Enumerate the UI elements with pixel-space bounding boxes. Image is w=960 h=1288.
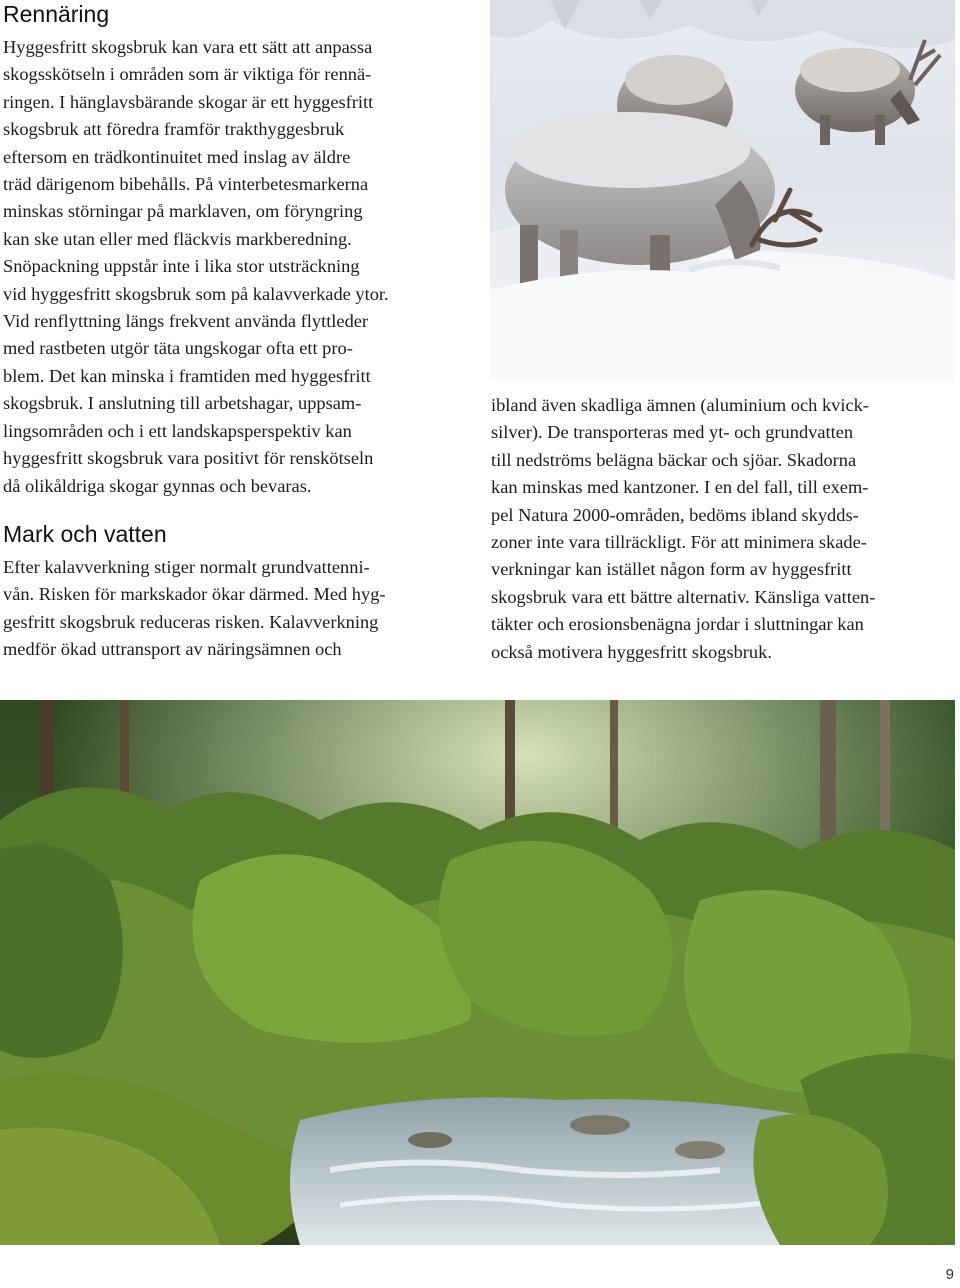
text-line: Hyggesfritt skogsbruk kan vara ett sätt att anpassa (3, 37, 373, 57)
text-line: till nedströms belägna bäckar och sjöar. Skadorna (491, 449, 857, 470)
text-line: hyggesfritt skogsbruk vara positivt för renskötseln (3, 448, 374, 469)
text-line: Efter kalavverkning stiger normalt grundvattenni- (3, 557, 370, 577)
text-line: gesfritt skogsbruk reduceras risken. Kalavverkning (3, 611, 379, 632)
text-line: Vid renflyttning längs frekvent använda flyttleder (3, 311, 369, 332)
text-line: lingsområden och i ett landskapsperspektiv kan (3, 420, 352, 441)
text-line: Snöpackning uppstår inte i lika stor utsträckning (3, 256, 360, 277)
text-line: skogsbruk. I anslutning till arbetshagar, uppsam- (3, 393, 362, 414)
mark-vatten-paragraph (3, 554, 483, 664)
section-heading-mark-och-vatten: Mark och vatten (3, 521, 167, 547)
text-line: pel Natura 2000-områden, bedöms ibland skydds- (491, 504, 859, 525)
text-line: skogsskötseln i områden som är viktiga för rennä- (3, 64, 372, 85)
text-line: också motivera hyggesfritt skogsbruk. (491, 641, 772, 662)
text-line: eftersom en trädkontinuitet med inslag av äldre (3, 146, 351, 167)
text-line: ibland även skadliga ämnen (aluminium och kvick- (491, 395, 869, 415)
text-line: skogsbruk att föredra framför trakthyggesbruk (3, 119, 345, 140)
text-line: med rastbeten utgör täta ungskogar ofta ett pro- (3, 338, 353, 359)
text-line: ringen. I hänglavsbärande skogar är ett hyggesfritt (3, 91, 374, 112)
forest-stream-photo (0, 700, 955, 1245)
text-line: vån. Risken för markskador ökar därmed. Med hyg- (3, 584, 386, 605)
text-line: då olikåldriga skogar gynnas och bevaras. (3, 475, 312, 496)
text-line: verkningar kan istället någon form av hyggesfritt (491, 559, 852, 580)
text-line: silver). De transporteras med yt- och grundvatten (491, 422, 854, 443)
text-line: minskas störningar på marklaven, om föryngring (3, 201, 363, 222)
text-line: kan minskas med kantzoner. I en del fall, till exem- (491, 477, 869, 498)
text-line: zoner inte vara tillräckligt. För att minimera skade- (491, 532, 867, 553)
right-column-paragraph (491, 392, 957, 666)
text-line: täkter och erosionsbenägna jordar i sluttningar kan (491, 614, 864, 635)
text-line: kan ske utan eller med fläckvis markberedning. (3, 228, 352, 249)
text-line: medför ökad uttransport av näringsämnen och (3, 639, 342, 660)
reindeer-photo (490, 0, 955, 380)
text-line: blem. Det kan minska i framtiden med hyggesfritt (3, 365, 371, 386)
section-heading-rennaring: Rennäring (3, 1, 110, 27)
page-number: 9 (945, 1266, 954, 1283)
rennaring-paragraph (3, 34, 483, 500)
text-line: träd därigenom bibehålls. På vinterbetesmarkerna (3, 174, 369, 195)
text-line: vid hyggesfritt skogsbruk som på kalavverkade ytor. (3, 283, 389, 304)
text-line: skogsbruk vara ett bättre alternativ. Känsliga vatten- (491, 586, 876, 607)
